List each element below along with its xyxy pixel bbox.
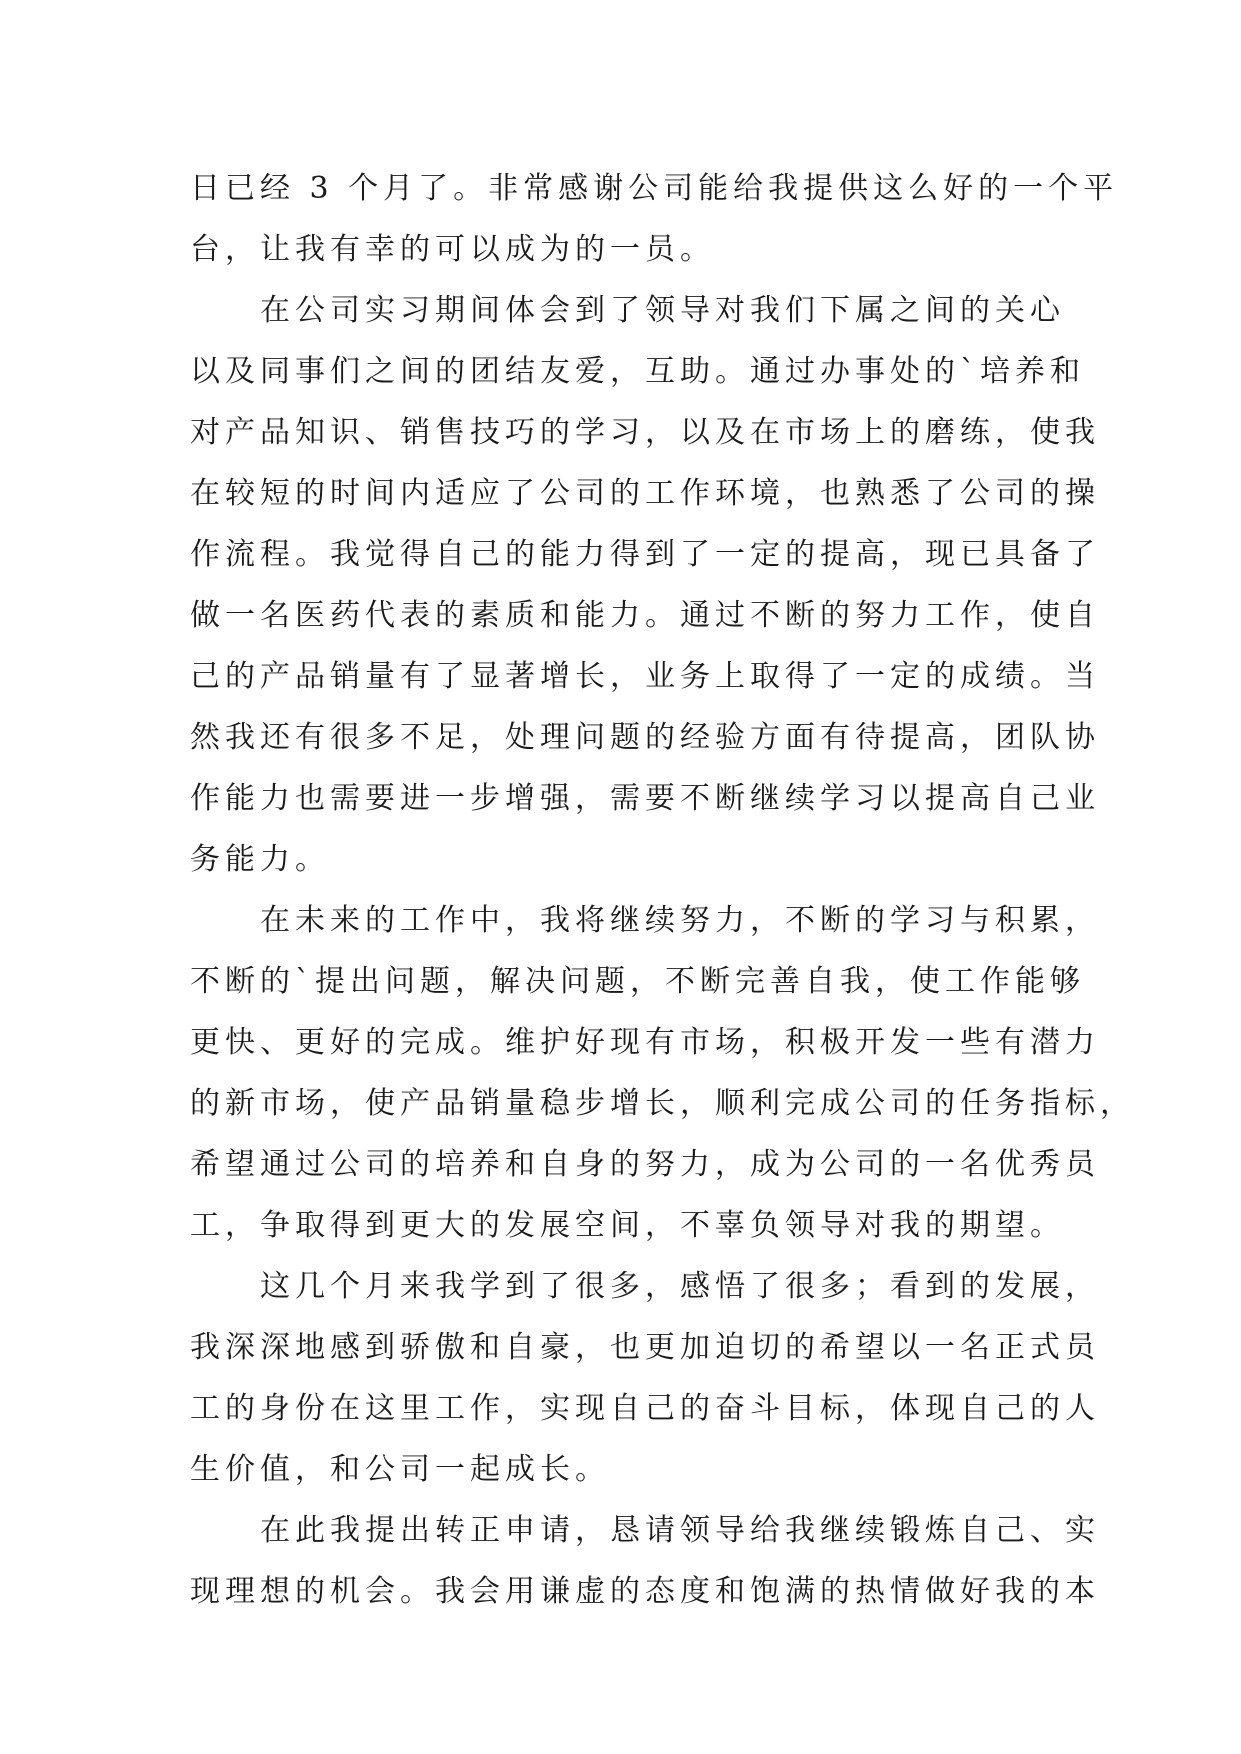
text-line: 这几个月来我学到了很多，感悟了很多；看到的发展， <box>260 1269 1100 1304</box>
text-line: 生价值，和公司一起成长。 <box>190 1452 610 1487</box>
text-line: 工，争取得到更大的发展空间，不辜负领导对我的期望。 <box>190 1208 1065 1243</box>
text-line: 作流程。我觉得自己的能力得到了一定的提高，现已具备了 <box>190 537 1100 572</box>
text-line: 日已经 3 个月了。非常感谢公司能给我提供这么好的一个平 <box>190 171 1119 206</box>
text-line: 希望通过公司的培养和自身的努力，成为公司的一名优秀员 <box>190 1147 1100 1182</box>
text-line: 然我还有很多不足，处理问题的经验方面有待提高，团队协 <box>190 720 1100 755</box>
text-line: 做一名医药代表的素质和能力。通过不断的努力工作，使自 <box>190 598 1100 633</box>
document-body <box>190 158 1135 1622</box>
text-line: 台，让我有幸的可以成为的一员。 <box>190 232 715 267</box>
text-line: 在此我提出转正申请，恳请领导给我继续锻炼自己、实 <box>260 1513 1100 1548</box>
text-line: 更快、更好的完成。维护好现有市场，积极开发一些有潜力 <box>190 1025 1100 1060</box>
text-line: 我深深地感到骄傲和自豪，也更加迫切的希望以一名正式员 <box>190 1330 1100 1365</box>
text-line: 以及同事们之间的团结友爱，互助。通过办事处的`培养和 <box>190 354 1085 389</box>
text-line: 在未来的工作中，我将继续努力，不断的学习与积累， <box>260 903 1100 938</box>
text-line: 现理想的机会。我会用谦虚的态度和饱满的热情做好我的本 <box>190 1574 1100 1609</box>
text-line: 的新市场，使产品销量稳步增长，顺利完成公司的任务指标， <box>190 1086 1135 1121</box>
text-line: 在较短的时间内适应了公司的工作环境，也熟悉了公司的操 <box>190 476 1100 511</box>
text-line: 在公司实习期间体会到了领导对我们下属之间的关心 <box>260 293 1065 328</box>
text-line: 己的产品销量有了显著增长，业务上取得了一定的成绩。当 <box>190 659 1100 694</box>
text-line: 务能力。 <box>190 842 330 877</box>
text-line: 对产品知识、销售技巧的学习，以及在市场上的磨练，使我 <box>190 415 1100 450</box>
text-line: 作能力也需要进一步增强，需要不断继续学习以提高自己业 <box>190 781 1100 816</box>
text-line: 不断的`提出问题，解决问题，不断完善自我，使工作能够 <box>190 964 1085 999</box>
text-line: 工的身份在这里工作，实现自己的奋斗目标，体现自己的人 <box>190 1391 1100 1426</box>
